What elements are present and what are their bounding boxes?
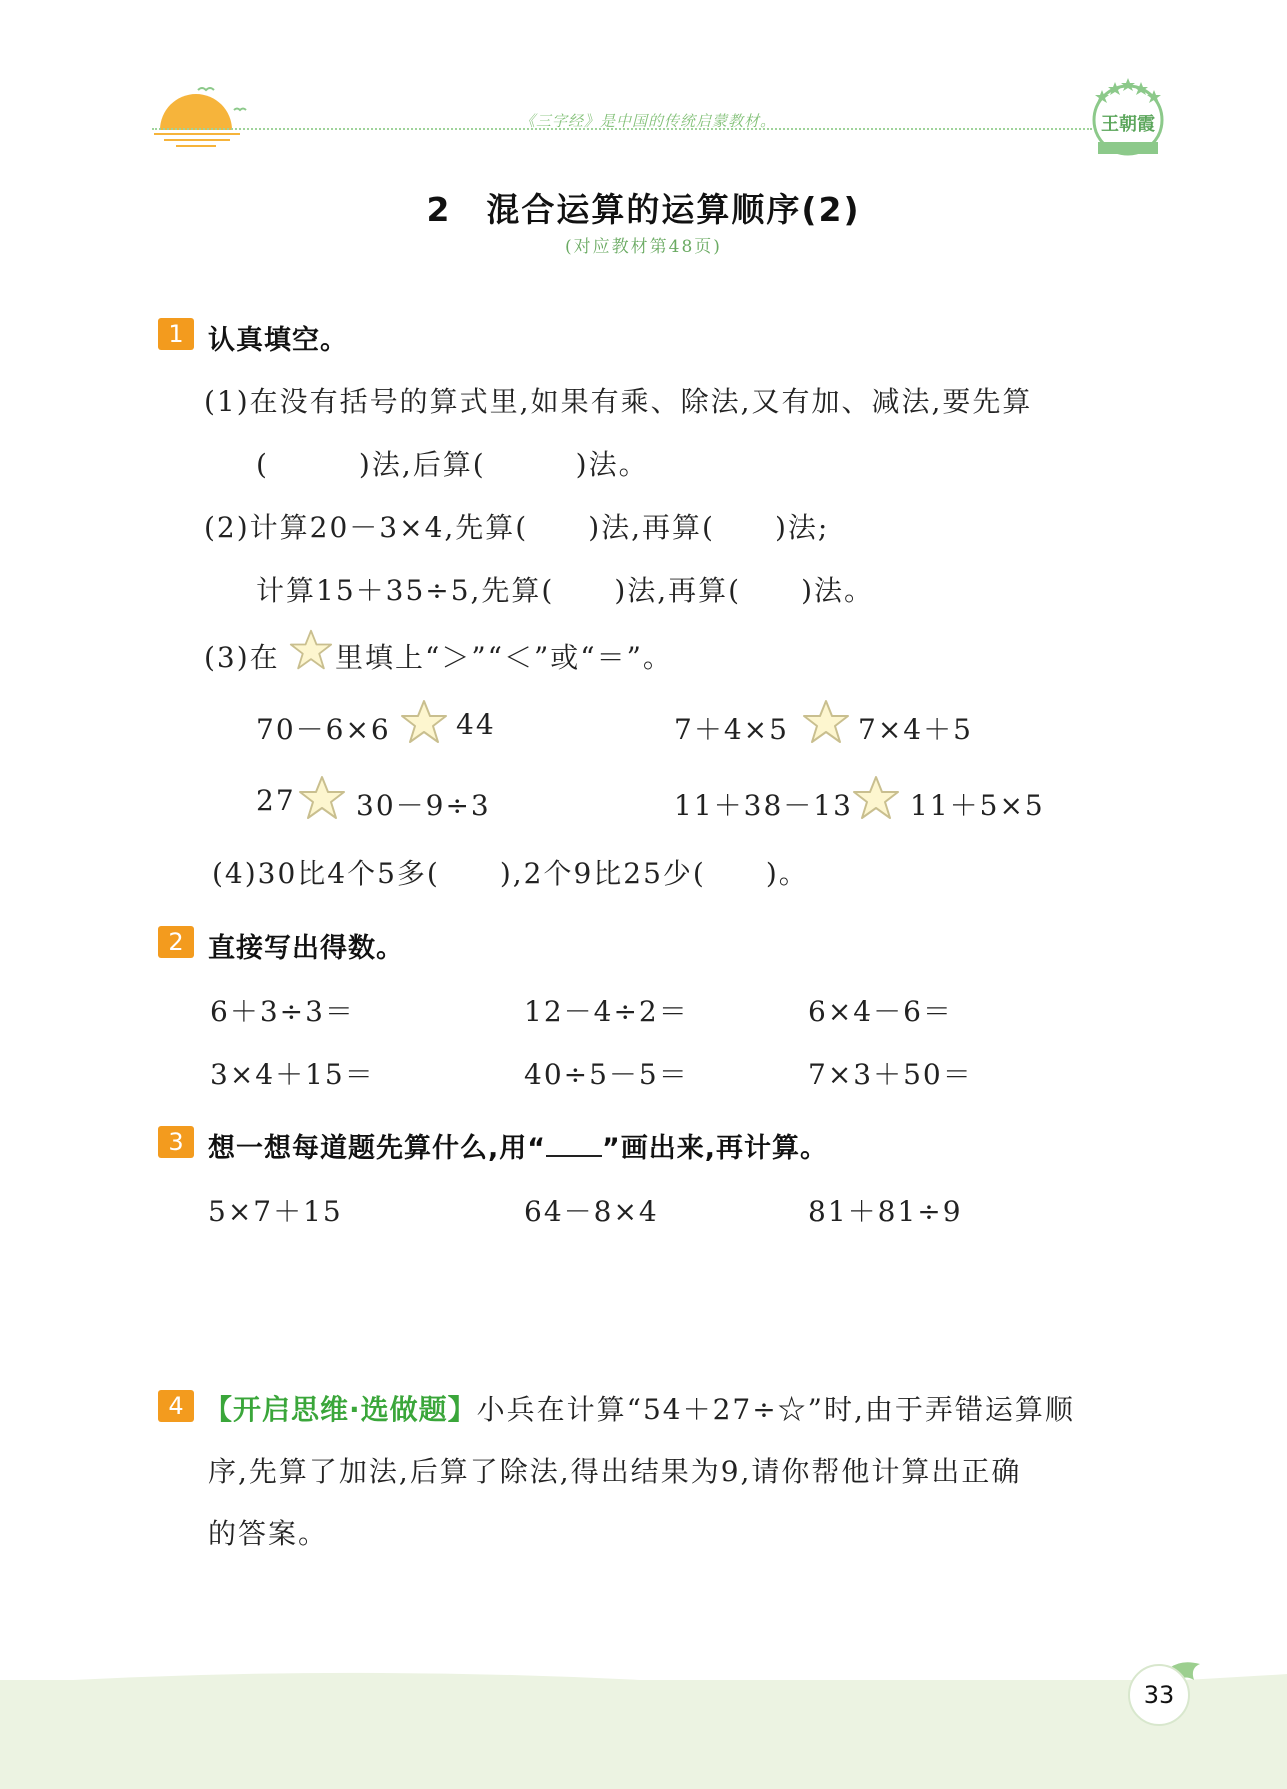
textbook-reference: (对应教材第48页)	[565, 237, 722, 257]
q1-part1-line1: (1)在没有括号的算式里,如果有乘、除法,又有加、减法,要先算	[204, 385, 1033, 418]
compare-right-3: 30－9÷3	[356, 789, 491, 822]
compare-left-4: 11＋38－13	[674, 789, 853, 822]
underline-sample	[546, 1133, 602, 1157]
q1-part2-line1: (2)计算20－3×4,先算( )法,再算( )法;	[204, 511, 830, 544]
expression-3: 81＋81÷9	[808, 1195, 963, 1228]
header-motto: 《三字经》是中国的传统启蒙教材。	[520, 112, 777, 130]
question-number-2: 2	[158, 926, 194, 958]
page-number: 33	[1128, 1664, 1190, 1726]
question-4-line1	[204, 1388, 1075, 1428]
q1-part1-line2: ( )法,后算( )法。	[256, 448, 649, 481]
q1-part2-line2: 计算15＋35÷5,先算( )法,再算( )法。	[256, 574, 875, 607]
calc-item-3: 6×4－6＝	[808, 995, 953, 1028]
question-number-3: 3	[158, 1126, 194, 1158]
question-4-line2: 序,先算了加法,后算了除法,得出结果为9,请你帮他计算出正确	[208, 1455, 1022, 1488]
question-2-title: 直接写出得数。	[208, 933, 404, 964]
comparison-blank-2[interactable]	[802, 698, 850, 746]
question-number-1: 1	[158, 318, 194, 350]
sunset-decoration-icon	[150, 78, 250, 150]
page-title: 2 混合运算的运算顺序(2)	[426, 190, 861, 229]
star-icon	[289, 628, 333, 672]
calc-item-6: 7×3＋50＝	[808, 1058, 973, 1091]
compare-right-4: 11＋5×5	[910, 789, 1045, 822]
footer-band	[0, 1680, 1287, 1789]
expression-2: 64－8×4	[524, 1195, 659, 1228]
compare-left-3: 27	[256, 784, 296, 817]
calc-item-5: 40÷5－5＝	[524, 1058, 689, 1091]
optional-tag: 【开启思维·选做题】	[204, 1393, 477, 1426]
q1-part3-prefix: (3)在	[204, 641, 280, 674]
q1-part4: (4)30比4个5多( ),2个9比25少( )。	[212, 857, 809, 890]
svg-text:王朝霞: 王朝霞	[1101, 114, 1155, 135]
q1-part3-suffix: 里填上“＞”“＜”或“＝”。	[335, 641, 673, 674]
question-1-title: 认真填空。	[208, 325, 348, 356]
question-3-title-pre: 想一想每道题先算什么,用“	[208, 1133, 547, 1164]
question-3-title	[208, 1126, 828, 1165]
comparison-blank-1[interactable]	[400, 698, 448, 746]
compare-left-2: 7＋4×5	[674, 713, 789, 746]
expression-1: 5×7＋15	[208, 1195, 343, 1228]
publisher-logo-icon	[1088, 76, 1168, 162]
question-4-line3: 的答案。	[208, 1517, 329, 1550]
compare-right-2: 7×4＋5	[858, 713, 973, 746]
question-4-text-1: 小兵在计算“54＋27÷☆”时,由于弄错运算顺	[476, 1393, 1075, 1426]
compare-right-1: 44	[456, 708, 496, 741]
calc-item-2: 12－4÷2＝	[524, 995, 689, 1028]
comparison-blank-3[interactable]	[298, 774, 346, 822]
calc-item-4: 3×4＋15＝	[210, 1058, 375, 1091]
question-number-4: 4	[158, 1390, 194, 1422]
comparison-blank-4[interactable]	[852, 774, 900, 822]
compare-left-1: 70－6×6	[256, 713, 391, 746]
question-3-title-post: ”画出来,再计算。	[602, 1133, 829, 1164]
calc-item-1: 6＋3÷3＝	[210, 995, 355, 1028]
